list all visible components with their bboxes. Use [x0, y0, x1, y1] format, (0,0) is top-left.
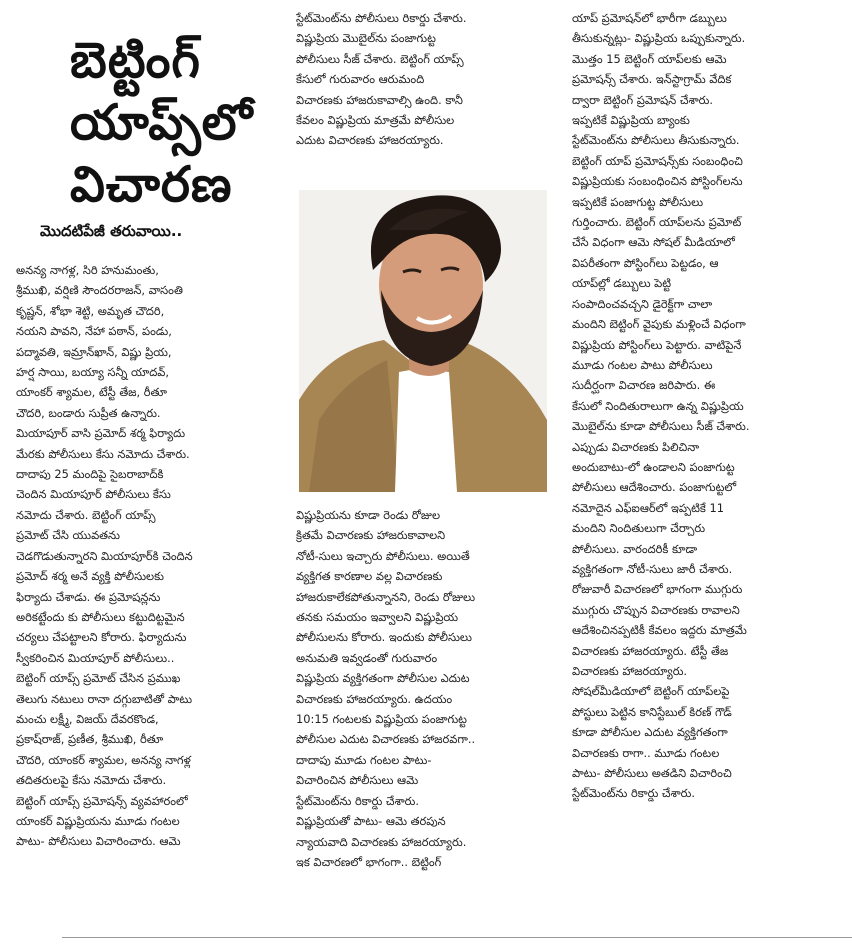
text-line: పోలీసుల ఎదుట విచారణకు హాజరవగా..	[296, 732, 476, 747]
text-line: గుర్తించారు. బెట్టింగ్ యాప్‌లను ప్రమోట్	[572, 215, 742, 230]
text-line: విచారణకు హాజరయ్యారు. ఉదయం	[296, 691, 453, 706]
text-line: కేవలం విష్ణుప్రియ మాత్రమే పోలీసుల	[296, 113, 455, 128]
text-line: వ్యక్తిగత కారణాల వల్ల విచారణకు	[296, 569, 443, 584]
portrait-photo	[299, 190, 547, 492]
text-line: హాజరుకాలేకపోతున్నానని, రెండు రోజులు	[296, 589, 476, 604]
text-line: సంపాదించవచ్చని డైరెక్ట్‌గా చాలా	[572, 296, 713, 311]
text-line: యాంకర్ విష్ణుప్రియను మూడు గంటల	[16, 813, 180, 828]
text-line: మేరకు పోలీసులు కేసు నమోదు చేశారు.	[16, 446, 190, 461]
text-line: స్టేట్‌మెంట్‌ను పోలీసులు రికార్డు చేశారు.	[296, 11, 467, 25]
text-line: ఎదుట విచారణకు హాజరయ్యారు.	[296, 133, 444, 148]
text-line: స్టేట్‌మెంట్‌ను రికార్డు చేశారు.	[296, 793, 419, 808]
text-line: ప్రమోద్ శర్మ అనే వ్యక్తి పోలీసులకు	[16, 569, 164, 584]
text-line: ద్వారా బెట్టింగ్ ప్రమోషన్ చేశారు.	[572, 92, 713, 107]
footer-rule	[62, 937, 852, 938]
column-3	[572, 8, 838, 804]
text-line: యాప్ ప్రమోషన్‌లో భారీగా డబ్బులు	[572, 11, 727, 25]
text-line: కృష్ణన్, శోభా శెట్టి, అమృత చౌదరి,	[16, 303, 165, 318]
text-line: మంచు లక్ష్మీ, విజయ్ దేవరకొండ,	[16, 711, 159, 726]
column-3-body	[572, 8, 838, 804]
text-line: పాటు- పోలీసులు అతడిని విచారించి	[572, 766, 732, 781]
text-line: ఫిర్యాదు చేశాడు. ఈ ప్రమోషన్లను	[16, 589, 161, 604]
text-line: వ్యక్తిగతంగా నోటీ-సులు జారీ చేశారు.	[572, 561, 733, 576]
text-line: చేసే విధంగా ఆమె సోషల్ మీడియాలో	[572, 235, 735, 250]
text-line: అనుమతి ఇవ్వడంతో గురువారం	[296, 650, 438, 665]
text-line: అందుబాటు-లో ఉండాలని పంజాగుట్ట	[572, 459, 735, 474]
text-line: యాంకర్ శ్యామల, టేస్టీ తేజ, రీతూ	[16, 385, 167, 400]
column-1	[16, 30, 278, 852]
text-line: తదితరులపై కేసు నమోదు చేశారు.	[16, 773, 167, 788]
text-line: మొత్తం 15 బెట్టింగ్ యాప్‌లకు ఆమె	[572, 51, 727, 66]
text-line: కేసులో గురువారం ఆరుమంది	[296, 72, 425, 87]
text-line: కేసులో నిందితురాలుగా ఉన్న విష్ణుప్రియ	[572, 398, 744, 413]
headline-line: బెట్టింగ్	[70, 32, 201, 89]
text-line: మందిని బెట్టింగ్ వైపుకు మళ్లించే విధంగా	[572, 317, 746, 332]
text-line: చౌదరి, యాంకర్ శ్యామల, అనన్య నాగళ్ల	[16, 752, 191, 767]
text-line: స్వీకరించిన మియాపూర్ పోలీసులు..	[16, 650, 175, 665]
text-line: ఆదేశించినప్పటికీ కేవలం ఇద్దరు మాత్రమే	[572, 623, 747, 638]
text-line: విష్ణుప్రియ వ్యక్తిగతంగా పోలీసుల ఎదుట	[296, 671, 470, 686]
text-line: బెట్టింగ్ యాప్స్ ప్రమోట్ చేసిన ప్రముఖ	[16, 671, 181, 686]
text-line: అనన్య నాగళ్ల, సిరి హనుమంతు,	[16, 263, 159, 277]
text-line: తెలుగు నటులు రానా దగ్గుబాటితో పాటు	[16, 691, 193, 706]
text-line: విష్ణుప్రియకు సంబంధించిన పోస్టింగ్‌లను	[572, 174, 743, 189]
text-line: మియాపూర్ వాసి ప్రమోద్ శర్మ ఫిర్యాదు	[16, 426, 186, 441]
text-line: చెడగొడుతున్నారని మియాపూర్‌కి చెందిన	[16, 548, 193, 563]
text-line: మందిని నిందితులుగా చేర్చారు	[572, 521, 706, 536]
text-line: విష్ణుప్రియతో పాటు- ఆమె తరపున	[296, 814, 446, 829]
text-line: ప్రమోట్ చేసి యువతను	[16, 528, 120, 543]
text-line: యాప్‌ల్లో డబ్బులు పెట్టి	[572, 276, 672, 291]
text-line: పోలీసులు సీజ్ చేశారు. బెట్టింగ్ యాప్స్	[296, 51, 464, 66]
column-1-body	[16, 260, 278, 852]
text-line: నమోదైన ఎఫ్ఐఆర్‌లో ఇప్పటికే 11	[572, 500, 724, 515]
text-line: నోటీ-సులు ఇచ్చారు పోలీసులు. అయితే	[296, 548, 470, 563]
text-line: స్టేట్‌మెంట్‌ను పోలీసులు తీసుకున్నారు.	[572, 133, 740, 148]
text-line: ఇక విచారణలో భాగంగా.. బెట్టింగ్	[296, 854, 442, 869]
text-line: నమోదు చేశారు. బెట్టింగ్ యాప్స్	[16, 507, 156, 522]
text-line: స్టేట్‌మెంట్‌ను రికార్డు చేశారు.	[572, 786, 695, 801]
text-line: చెందిన మియాపూర్ పోలీసులు కేసు	[16, 487, 171, 502]
text-line: సుదీర్ఘంగా విచారణ జరిపారు. ఈ	[572, 378, 716, 393]
headline	[70, 30, 278, 216]
text-line: తనకు సమయం ఇవ్వాలని విష్ణుప్రియ	[296, 610, 459, 625]
headline-line: విచారణ	[70, 156, 233, 213]
text-line: దాదాపు మూడు గంటల పాటు-	[296, 752, 432, 767]
text-line: శ్రీముఖి, వర్షిణి సౌందరరాజన్, వాసంతి	[16, 283, 183, 298]
text-line: చౌదరి, బండారు సుప్రీత ఉన్నారు.	[16, 405, 161, 420]
text-line: దాదాపు 25 మందిపై సైబరాబాద్‌కి	[16, 467, 164, 482]
text-line: ప్రకాష్‌రాజ్, ప్రణీత, శ్రీముఖి, రీతూ	[16, 732, 164, 747]
text-line: సోషల్‌మీడియాలో బెట్టింగ్ యాప్‌లపై	[572, 684, 730, 699]
text-line: బెట్టింగ్ యాప్ ప్రమోషన్స్‌కు సంబంధించి	[572, 153, 743, 168]
text-line: హర్ష సాయి, బయ్యా సన్నీ యాదవ్,	[16, 365, 170, 380]
continuation-label: మొదటిపేజీ తరువాయి..	[40, 222, 183, 240]
column-2-bottom-text	[296, 505, 564, 872]
text-line: న్యాయవాది విచారణకు హాజరయ్యారు.	[296, 834, 467, 849]
text-line: తీసుకున్నట్లు- విష్ణుప్రియ ఒప్పుకున్నారు.	[572, 31, 746, 46]
portrait-illustration	[299, 190, 547, 492]
text-line: చర్యలు చేపట్టాలని కోరారు. ఫిర్యాదును	[16, 630, 187, 645]
text-line: విపరీతంగా పోస్టింగ్‌లు పెట్టడం, ఆ	[572, 255, 719, 270]
text-line: ఇప్పటికే పంజాగుట్ట పోలీసులు	[572, 194, 704, 209]
text-line: విష్ణుప్రియ మొబైల్‌ను పంజాగుట్ట	[296, 31, 436, 46]
text-line: విష్ణుప్రియను కూడా రెండు రోజుల	[296, 508, 441, 522]
text-line: విచారణకు రాగా.. మూడు గంటల	[572, 745, 720, 760]
text-line: బెట్టింగ్ యాప్స్ ప్రమోషన్స్ వ్యవహారంలో	[16, 793, 188, 808]
text-line: మూడు గంటల పాటు పోలీసులు	[572, 357, 713, 372]
text-line: పోలీసులు ఆదేశించారు. పంజాగుట్టలో	[572, 480, 737, 495]
text-line: విచారించిన పోలీసులు ఆమె	[296, 773, 419, 788]
text-line: విచారణకు హాజరుకావాల్సి ఉంది. కానీ	[296, 92, 463, 107]
text-line: నయని పావని, నేహా పఠాన్, పండు,	[16, 324, 172, 339]
text-line: మొబైల్‌ను కూడా పోలీసులు సీజ్ చేశారు.	[572, 419, 750, 434]
text-line: ముగ్గురు చొప్పున విచారణకు రావాలని	[572, 602, 740, 617]
column-2-top-text	[296, 8, 564, 151]
text-line: విచారణకు హాజరయ్యారు.	[572, 664, 688, 678]
text-line: పోస్టులు పెట్టిన కానిస్టేబుల్ కిరణ్ గౌడ్	[572, 704, 732, 719]
text-line: ఇప్పటికే విష్ణుప్రియ బ్యాంకు	[572, 113, 690, 128]
text-line: విష్ణుప్రియ పోస్టింగ్‌లు పెట్టారు. వాటిపైనే	[572, 337, 742, 352]
headline-line: యాప్స్‌లో	[70, 94, 254, 151]
text-line: విచారణకు హాజరయ్యారు. టేస్టీ తేజ	[572, 643, 729, 658]
text-line: రోజువారీ విచారణలో భాగంగా ముగ్గురు	[572, 582, 743, 597]
text-line: క్రితమే విచారణకు హాజరుకావాలని	[296, 528, 446, 543]
column-2	[296, 8, 564, 151]
column-2-bottom	[296, 505, 564, 872]
text-line: పాటు- పోలీసులు విచారించారు. ఆమె	[16, 834, 181, 849]
text-line: కూడా పోలీసుల ఎదుట వ్యక్తిగతంగా	[572, 725, 728, 740]
text-line: పద్మావతి, ఇమ్రాన్‌ఖాన్, విష్ణు ప్రియ,	[16, 344, 172, 359]
text-line: ఎప్పుడు విచారణకు పిలిచినా	[572, 439, 700, 454]
text-line: పోలీసులను కోరారు. ఇందుకు పోలీసులు	[296, 630, 472, 645]
text-line: పోలీసులు. వారందరికీ కూడా	[572, 541, 698, 556]
text-line: ప్రమోషన్స్ చేశారు. ఇన్‌స్టాగ్రామ్ వేదిక	[572, 72, 732, 87]
text-line: 10:15 గంటలకు విష్ణుప్రియ పంజాగుట్ట	[296, 712, 467, 727]
text-line: అరికట్టేందు కు పోలీసులు కట్టుదిట్టమైన	[16, 609, 185, 624]
